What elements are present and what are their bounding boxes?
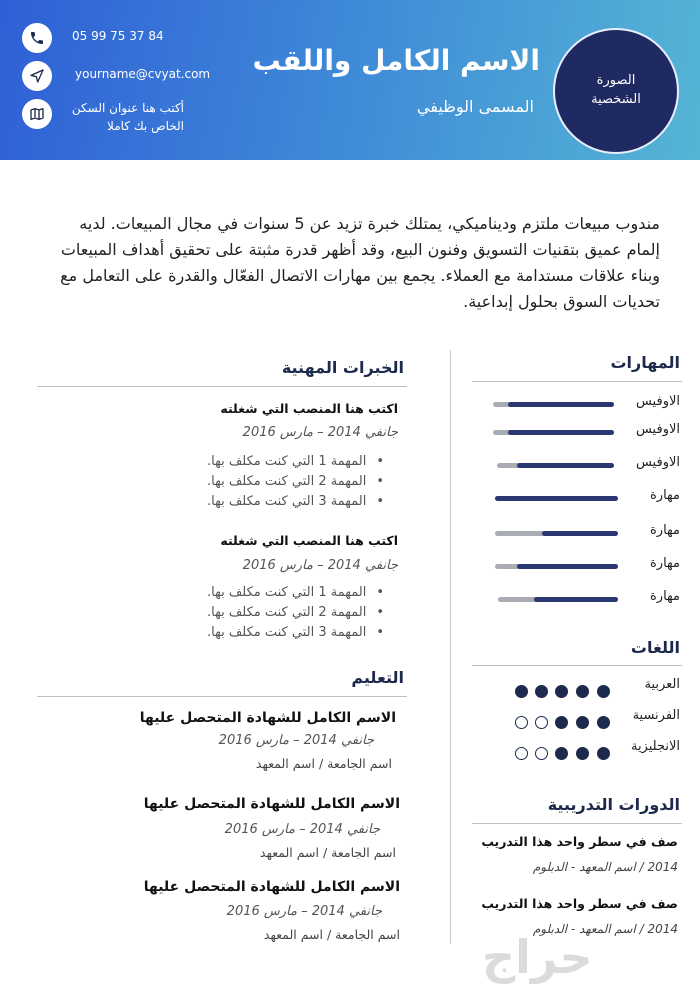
skill-label: مهارة [649, 523, 680, 538]
rating-dot-filled [597, 685, 610, 698]
rating-dot-filled [597, 716, 610, 729]
job-position: اكتب هنا المنصب التي شغلته [220, 401, 398, 416]
course-details: 2014 / اسم المعهد - الدبلوم [532, 860, 678, 874]
map-icon [22, 99, 52, 129]
job-task: • المهمة 3 التي كنت مكلف بها. [207, 625, 384, 640]
skill-label: الاوفيس [635, 422, 680, 437]
job-task: • المهمة 2 التي كنت مكلف بها. [207, 605, 384, 620]
rating-dot-filled [576, 747, 589, 760]
profile-summary: مندوب مبيعات ملتزم وديناميكي، يمتلك خبرة تزيد عن 5 سنوات في مجال المبيعات. لديه إلمام عميق بتقنيات التسويق وفنون البيع، وقد أظهر قدرة مثبتة على تحقيق أهداف المبيعات وبناء علاقات مستدامة مع العملاء. يجمع بين مهارات الاتصال الفعّال والقدرة على التعامل مع تحديات السوق بحلول إبداعية. [60, 214, 660, 311]
rating-dot-empty [515, 747, 528, 760]
job-task: • المهمة 3 التي كنت مكلف بها. [207, 494, 384, 509]
language-label: العربية [644, 677, 680, 692]
skill-bar-track [493, 402, 614, 407]
skill-bar-fill [508, 402, 614, 407]
rating-dot-filled [515, 685, 528, 698]
skill-label: مهارة [649, 589, 680, 604]
skill-label: مهارة [649, 488, 680, 503]
skill-bar-track [495, 496, 618, 501]
experience-title: الخبرات المهنية [281, 358, 404, 377]
profile-photo-placeholder [553, 28, 679, 154]
skill-bar-track [495, 564, 618, 569]
skill-bar-track [498, 597, 618, 602]
full-name: الاسم الكامل واللقب [252, 44, 540, 77]
skill-bar-track [497, 463, 614, 468]
courses-title: الدورات التدريبية [547, 795, 680, 814]
degree-date: جانفي 2014 – مارس 2016 [226, 904, 382, 919]
skill-bar-fill [508, 430, 614, 435]
skill-bar-track [495, 531, 618, 536]
languages-rule [472, 665, 682, 666]
skill-bar-fill [542, 531, 618, 536]
rating-dot-filled [535, 685, 548, 698]
job-date: جانفي 2014 – مارس 2016 [242, 425, 398, 440]
rating-dot-empty [515, 716, 528, 729]
job-date: جانفي 2014 – مارس 2016 [242, 558, 398, 573]
skill-bar-fill [517, 564, 618, 569]
rating-dot-filled [555, 747, 568, 760]
rating-dot-filled [597, 747, 610, 760]
rating-dot-filled [555, 716, 568, 729]
rating-dot-empty [535, 716, 548, 729]
rating-dot-filled [576, 716, 589, 729]
photo-label: الصورة الشخصية [591, 73, 641, 107]
language-label: الانجليزية [630, 739, 680, 754]
rating-dot-filled [555, 685, 568, 698]
rating-dot-empty [535, 747, 548, 760]
skill-label: الاوفيس [635, 455, 680, 470]
degree-institution: اسم الجامعة / اسم المعهد [259, 845, 396, 860]
skills-title: المهارات [610, 353, 680, 372]
job-title: المسمى الوظيفي [416, 97, 534, 116]
degree-name: الاسم الكامل للشهادة المتحصل عليها [143, 796, 400, 812]
job-task: • المهمة 1 التي كنت مكلف بها. [207, 585, 384, 600]
course-details: 2014 / اسم المعهد - الدبلوم [532, 922, 678, 936]
skill-bar-fill [517, 463, 614, 468]
skill-label: الاوفيس [635, 394, 680, 409]
experience-rule [37, 386, 407, 387]
watermark: حراج [482, 930, 593, 984]
rating-dot-filled [576, 685, 589, 698]
degree-institution: اسم الجامعة / اسم المعهد [255, 756, 392, 771]
course-title: صف في سطر واحد هذا التدريب [481, 896, 678, 911]
degree-date: جانفي 2014 – مارس 2016 [218, 733, 374, 748]
skill-bar-fill [495, 496, 618, 501]
phone-icon [22, 23, 52, 53]
send-icon [22, 61, 52, 91]
degree-name: الاسم الكامل للشهادة المتحصل عليها [139, 710, 396, 726]
degree-institution: اسم الجامعة / اسم المعهد [263, 927, 400, 942]
skill-bar-track [493, 430, 614, 435]
email-address: yourname@cvyat.com [75, 67, 211, 81]
phone-number: 05 99 75 37 84 [72, 29, 164, 43]
job-task: • المهمة 1 التي كنت مكلف بها. [207, 454, 384, 469]
column-divider [450, 350, 451, 944]
job-position: اكتب هنا المنصب التي شغلته [220, 533, 398, 548]
courses-rule [472, 823, 682, 824]
course-title: صف في سطر واحد هذا التدريب [481, 834, 678, 849]
header-banner [0, 0, 700, 160]
skills-rule [472, 381, 682, 382]
languages-title: اللغات [630, 638, 680, 657]
skill-bar-fill [534, 597, 618, 602]
home-address: أكتب هنا عنوان السكن الخاص بك كاملا [71, 101, 184, 133]
job-task: • المهمة 2 التي كنت مكلف بها. [207, 474, 384, 489]
education-rule [37, 696, 407, 697]
degree-name: الاسم الكامل للشهادة المتحصل عليها [143, 879, 400, 895]
education-title: التعليم [351, 668, 404, 687]
language-label: الفرنسية [632, 708, 680, 723]
skill-label: مهارة [649, 556, 680, 571]
degree-date: جانفي 2014 – مارس 2016 [224, 822, 380, 837]
